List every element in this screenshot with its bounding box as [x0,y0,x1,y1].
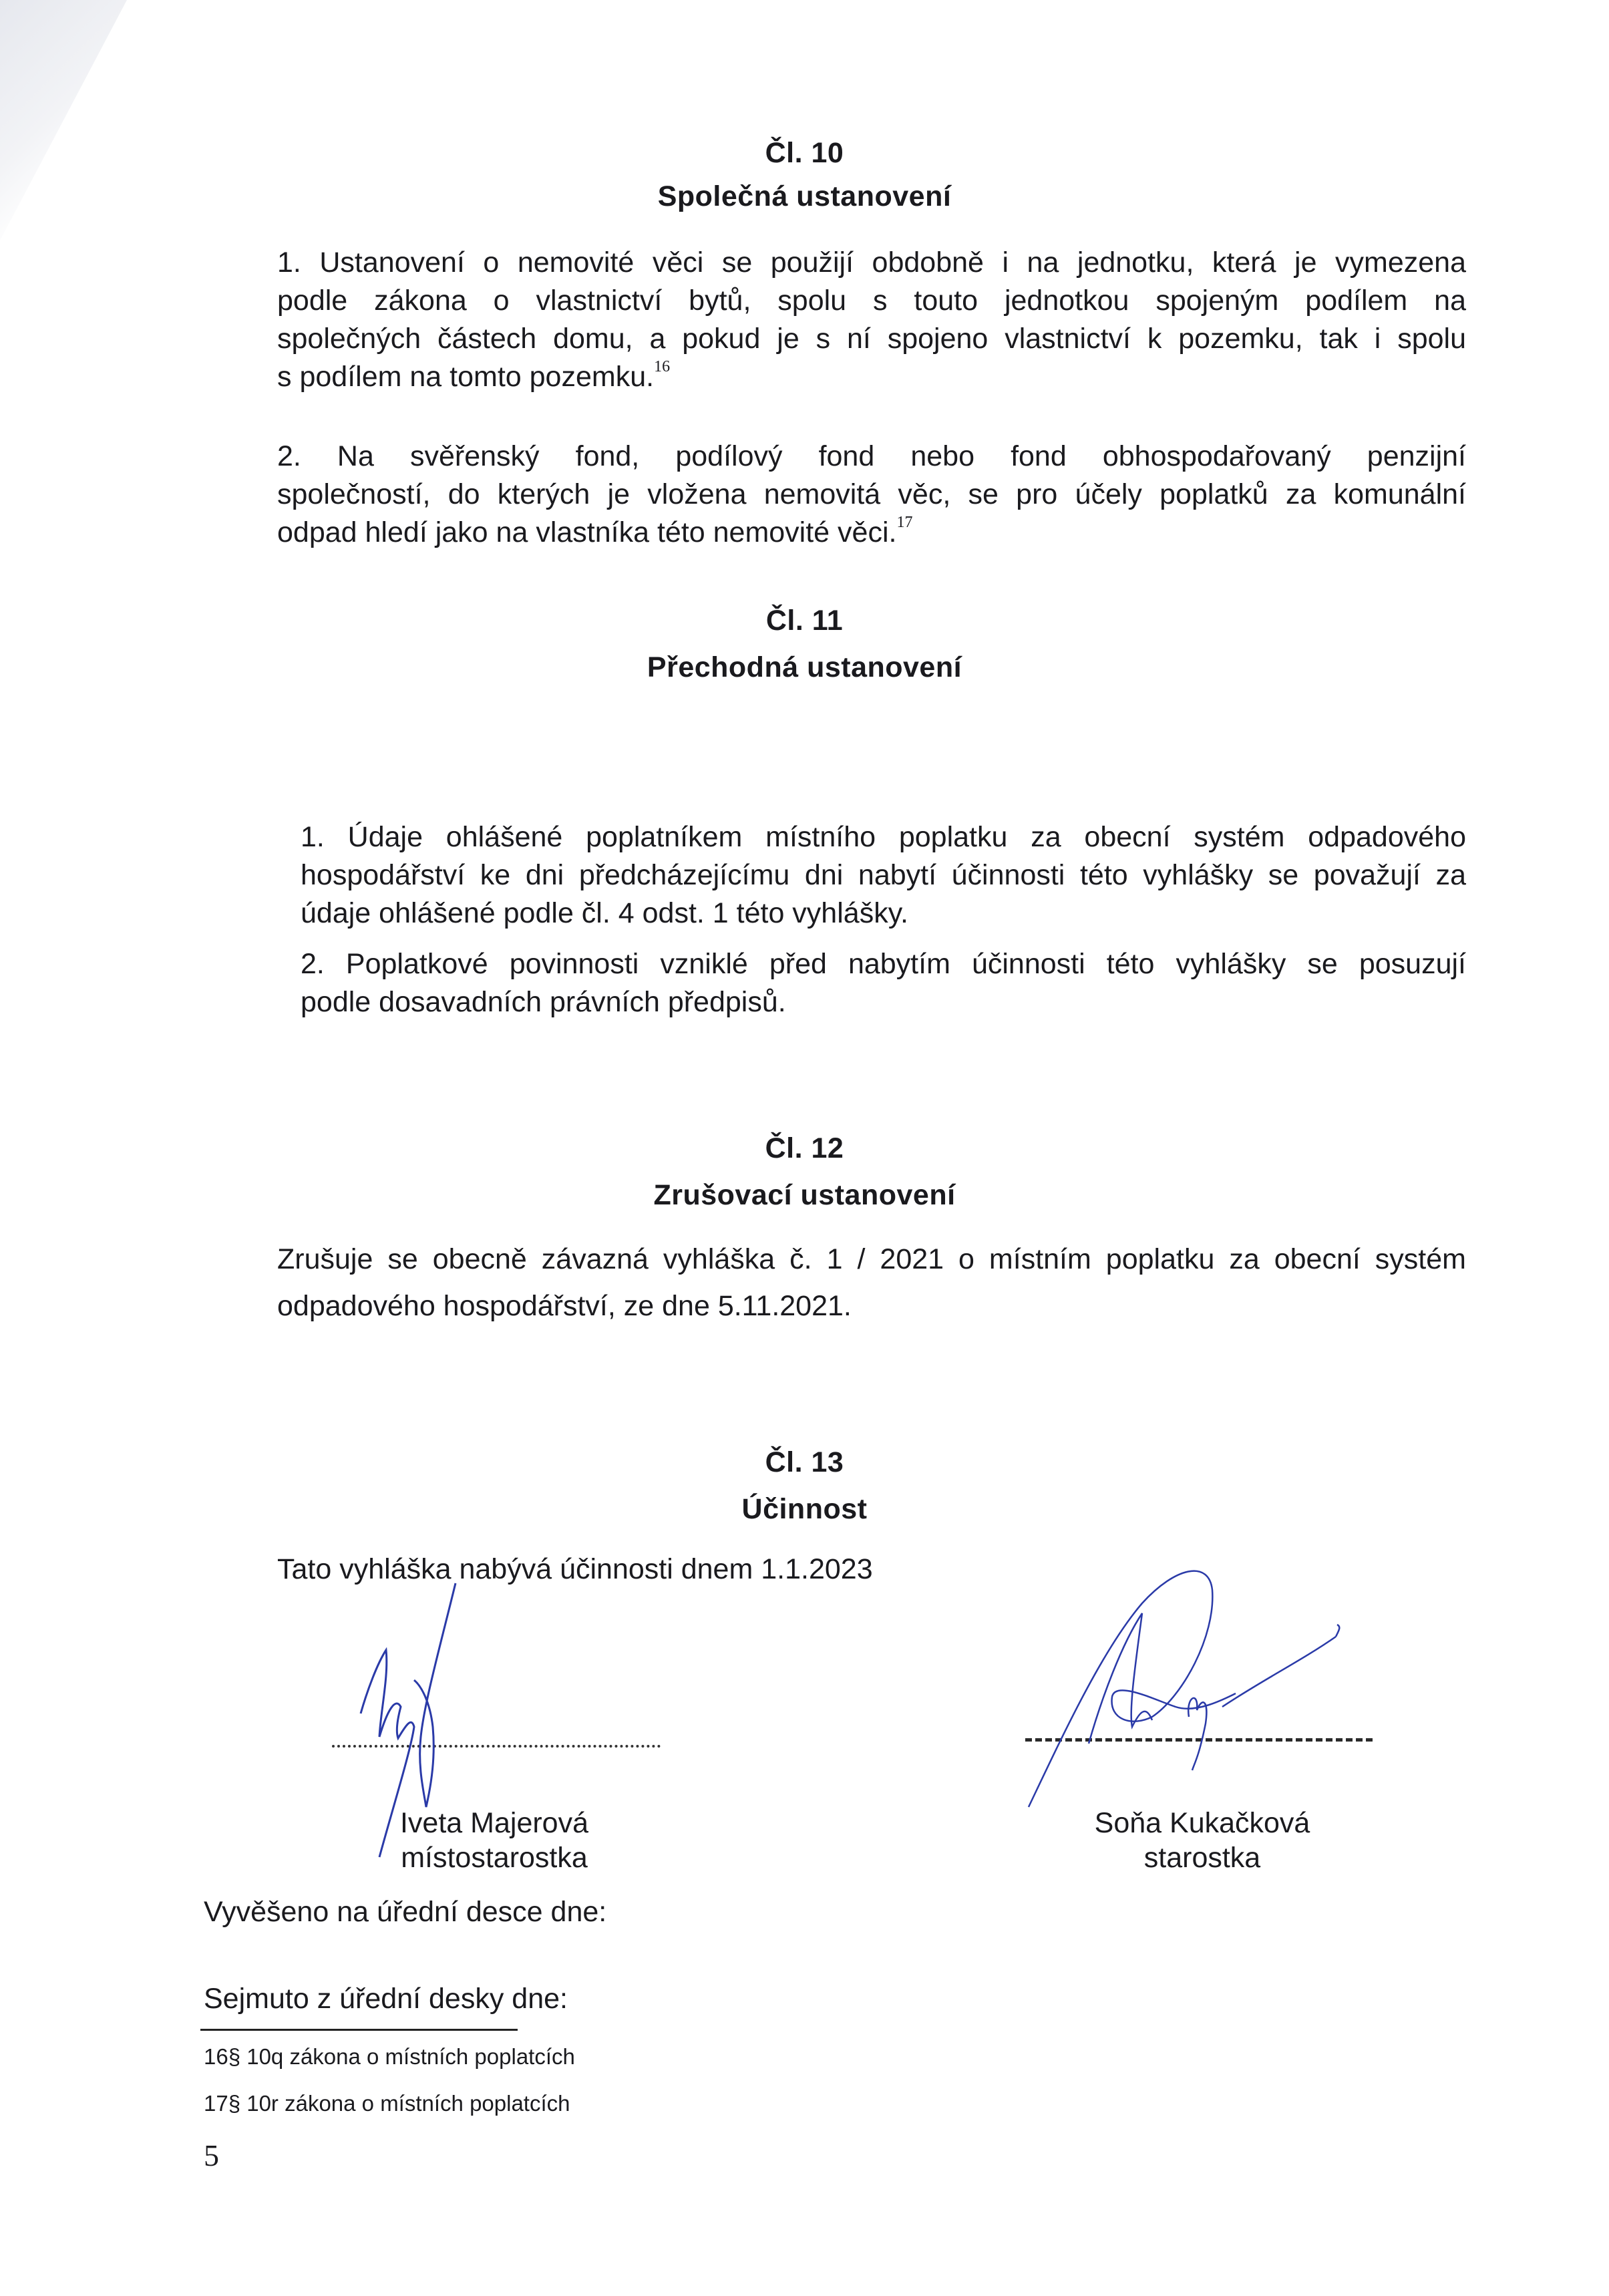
footnote-16: 16§ 10q zákona o místních poplatcích [204,2044,575,2069]
article-13-title: Účinnost [741,1493,868,1525]
article-11-number: Čl. 11 [765,605,844,637]
article-13-number: Čl. 13 [765,1446,844,1478]
article-10-paragraph-1: 1. Ustanovení o nemovité věci se použijí obdobně i na jednotku, která je vymezena podle zákona o vlastnictví bytů, spolu s touto jednotkou spojeným podílem na společných částech domu, a pokud je s ní spojeno vlastnictví k pozemku, tak i spolu s podílem na tomto pozemku.$^{16}$ [277,247,1466,393]
footnote-separator [200,2029,518,2031]
page-number: 5 [204,2138,219,2172]
signatory-right-role: starostka [1143,1842,1261,1874]
signatory-left-name: Iveta Majerová [399,1807,589,1839]
footnote-17: 17§ 10r zákona o místních poplatcích [204,2091,570,2116]
article-11-paragraph-1: 1. Údaje ohlášené poplatníkem místního poplatku za obecní systém odpadového hospodářství ke dni předcházejícímu dni nabytí účinnosti této vyhlášky se považují za údaje ohlášené podle čl. 4 odst. 1 této vyhlášky. [301,821,1466,929]
article-10-paragraph-2: 2. Na svěřenský fond, podílový fond nebo fond obhospodařovaný penzijní společností, do kterých je vložena nemovitá věc, se pro účely poplatků za komunální odpad hledí jako na vlastníka této nemovité věci.$^{17}$ [277,440,1466,548]
footnote-ref-16[interactable]: 16 [654,358,671,375]
signatory-left-role: místostarostka [401,1842,588,1874]
article-12-title: Zrušovací ustanovení [653,1179,956,1211]
removed-from-board-label: Sejmuto z úřední desky dne: [204,1983,568,2015]
signatory-right-name: Soňa Kukačková [1094,1807,1310,1839]
article-12-number: Čl. 12 [765,1132,844,1164]
article-11-title: Přechodná ustanovení [647,651,962,683]
article-12-paragraph: Zrušuje se obecně závazná vyhláška č. 1 / 2021 o místním poplatku za obecní systém odpadového hospodářství, ze dne 5.11.2021. [277,1243,1466,1322]
effective-date-text: Tato vyhláška nabývá účinnosti dnem 1.1.2023 [277,1553,873,1585]
article-10-title: Společná ustanovení [657,180,952,212]
posted-on-board-label: Vyvěšeno na úřední desce dne: [204,1896,607,1928]
article-11-paragraph-2: 2. Poplatkové povinnosti vzniklé před nabytím účinnosti této vyhlášky se posuzují podle dosavadních právních předpisů. [301,948,1466,1018]
footnote-ref-17[interactable]: 17 [896,514,913,531]
article-10-number: Čl. 10 [765,137,844,169]
